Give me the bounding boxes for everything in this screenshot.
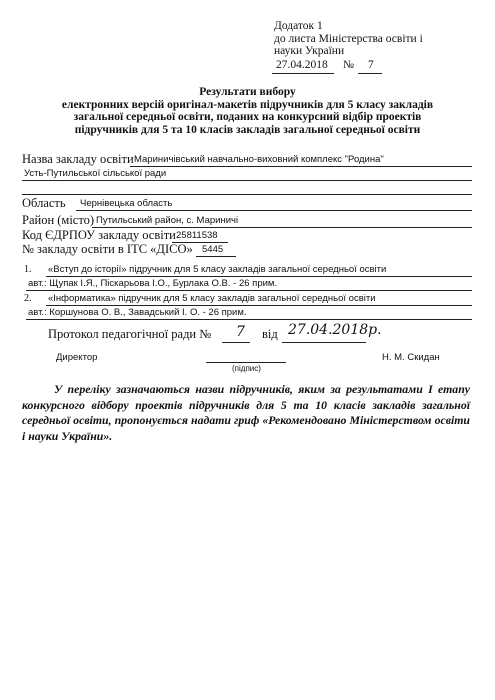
director-name: Н. М. Скидан — [382, 352, 440, 363]
header-block — [274, 20, 423, 58]
book-2-authors-underline — [26, 319, 472, 320]
header-line-1: Додаток 1 — [274, 20, 323, 32]
director-label: Директор — [56, 352, 98, 363]
its-value: 5445 — [202, 244, 224, 255]
header-no-sign: № — [343, 59, 354, 71]
header-date-underline — [272, 73, 334, 74]
protocol-number-underline — [222, 342, 250, 343]
signature-line — [206, 362, 286, 363]
district-label: Район (місто) — [22, 213, 95, 227]
district-value: Путильський район, с. Мариничі — [96, 215, 239, 226]
school-underline-2 — [22, 180, 472, 181]
protocol-from: від — [262, 327, 278, 341]
school-value-2: Усть-Путильської сільської ради — [24, 168, 167, 179]
edrpou-label: Код ЄДРПОУ закладу освіти — [22, 228, 176, 242]
signature-caption: (підпис) — [232, 364, 261, 373]
protocol-date: 27.04.2018р. — [288, 322, 382, 338]
book-2-title: «Інформатика» підручник для 5 класу закладів загальної середньої освіти — [48, 293, 376, 304]
region-value: Чернівецька область — [80, 198, 173, 209]
note-text: У переліку зазначаються назви підручників, яким за результатами І етапу конкурсного відбору проектів підручників для 5 та 10 класів закладів загальної середньої освіти, пропонується надати гриф «Рекомендовано Міністерством освіти і науки України». — [22, 382, 470, 443]
region-label: Область — [22, 196, 66, 210]
school-value: Мариничівський навчально-виховний комплекс "Родина" — [134, 154, 384, 165]
school-underline — [130, 166, 472, 167]
book-1-authors: авт.: Щупак І.Я., Піскарьова І.О., Бурлака О.В. - 26 прим. — [28, 278, 278, 289]
title-line-3: загальної середньої освіти, поданих на конкурсний відбір проектів — [73, 111, 422, 124]
document-title — [20, 86, 475, 136]
header-number-underline — [358, 73, 382, 74]
header-line-2: до листа Міністерства освіти і — [274, 32, 423, 45]
protocol-label: Протокол педагогічної ради № — [48, 327, 212, 341]
school-label: Назва закладу освіти — [22, 152, 134, 166]
title-line-1: Результати вибору — [199, 86, 296, 98]
book-1-number: 1. — [24, 264, 32, 275]
header-date: 27.04.2018 — [276, 59, 328, 71]
protocol-date-underline — [282, 342, 366, 343]
region-underline — [76, 210, 472, 211]
book-1-title: «Вступ до історії» підручник для 5 класу закладів загальної середньої освіти — [48, 264, 387, 275]
its-underline — [196, 256, 236, 257]
book-1-title-underline — [46, 276, 472, 277]
protocol-number: 7 — [236, 324, 245, 340]
header-number: 7 — [368, 59, 374, 71]
title-line-4: підручників для 5 та 10 класів закладів загальної середньої освіти — [74, 123, 421, 136]
book-2-number: 2. — [24, 293, 32, 304]
header-line-3: науки України — [274, 45, 345, 57]
blank-underline — [22, 194, 472, 195]
edrpou-value: 25811538 — [176, 230, 218, 241]
book-2-title-underline — [46, 305, 472, 306]
title-line-2: електронних версій оригінал-макетів підручників для 5 класу закладів — [61, 98, 434, 111]
book-1-authors-underline — [26, 290, 472, 291]
book-2-authors: авт.: Коршунова О. В., Завадський І. О. - 26 прим. — [28, 307, 247, 318]
its-label: № закладу освіти в ІТС «ДІСО» — [22, 242, 193, 256]
